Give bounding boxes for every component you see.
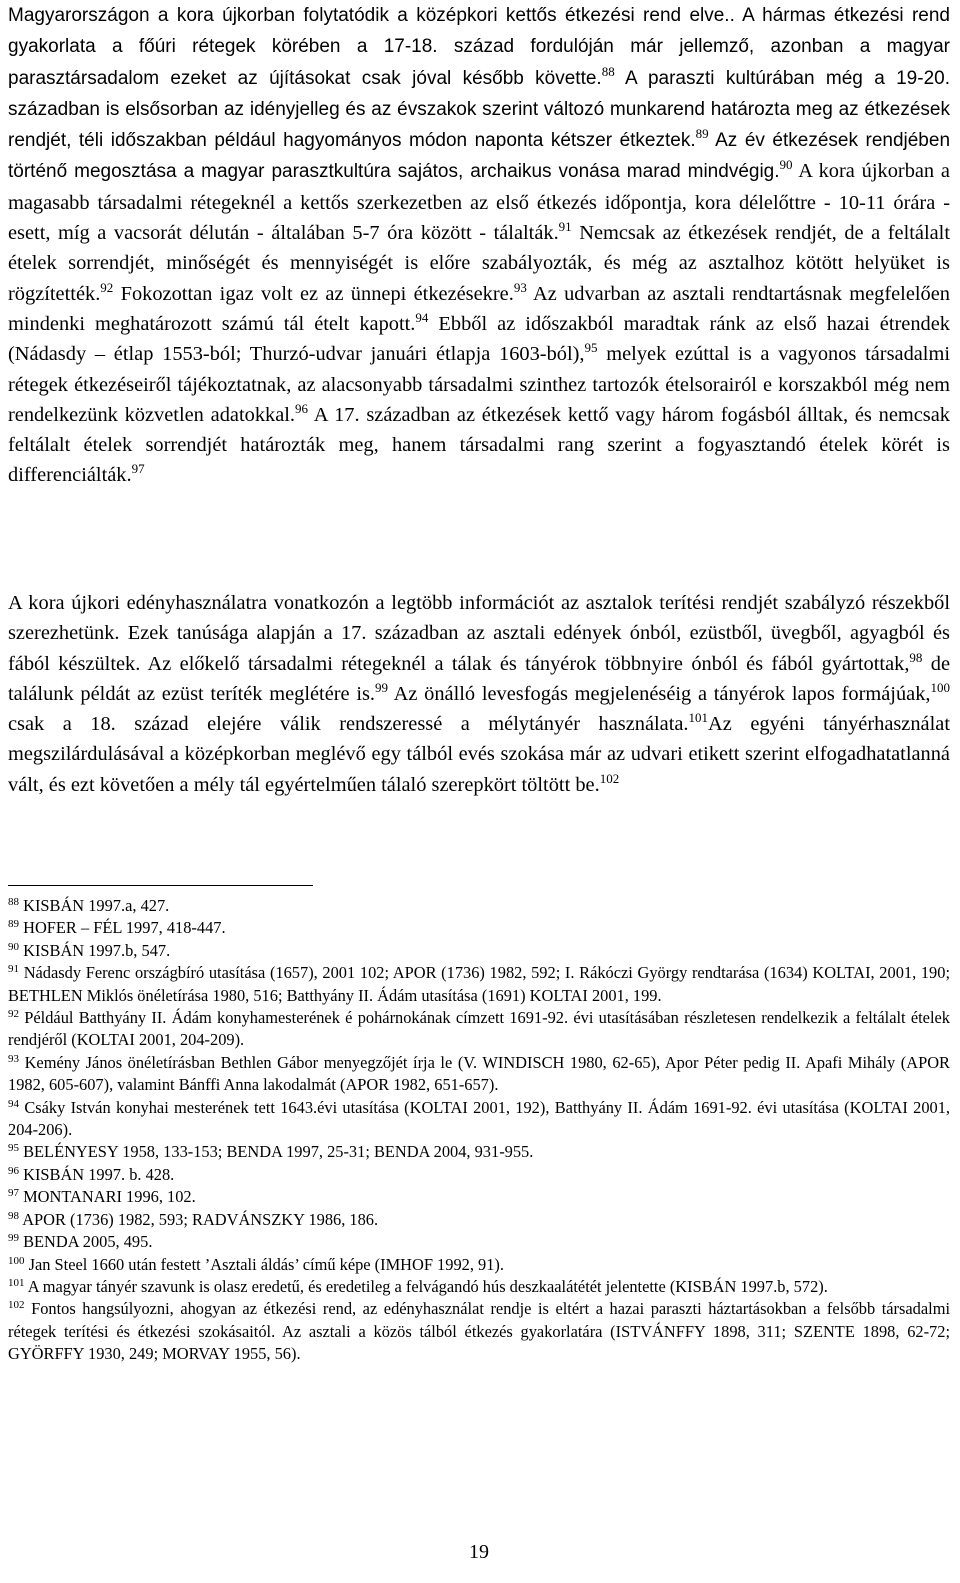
footnote-number: 100 [8,1254,25,1267]
footnote [8,1276,950,1298]
footnote-ref[interactable]: 98 [909,649,923,665]
footnote [8,1254,950,1276]
text-run: Az önálló levesfogás megjelenéséig a tányérok lapos formájúak, [388,682,931,705]
footnote-ref[interactable]: 100 [930,679,950,695]
page-number: 19 [469,1541,489,1563]
footnote-number: 94 [8,1097,19,1110]
footnote [8,1209,950,1231]
footnote-number: 102 [8,1299,25,1312]
footnote [8,917,950,939]
footnote-number: 89 [8,918,19,931]
text-run: Nemcsak az étkezések rendjét, de a feltálalt ételek sorrendjét, minőségét és mennyiségét is előre szabályozták, és még az asztalhoz kötött helyüket is rögzítették. [8,222,950,305]
footnote [8,940,950,962]
footnote-text: Jan Steel 1660 után festett ’Asztali áldás’ című képe (IMHOF 1992, 91). [28,1254,504,1274]
footnote-ref[interactable]: 90 [779,157,793,173]
footnote [8,1231,950,1253]
footnote-text: KISBÁN 1997. b. 428. [23,1164,175,1184]
footnote-ref[interactable]: 97 [131,461,145,477]
footnote-ref[interactable]: 89 [695,126,709,142]
footnote-text: Kemény János önéletírásban Bethlen Gábor menyegzőjét írja le (V. WINDISCH 1980, 62-65), Apor Péter pedig II. Apafi Mihály (APOR 1982, 605-607), valamint Bánffi Anna lakodalmát (APOR 1982, 651-657). [8,1052,950,1095]
footnote-number: 101 [8,1276,25,1289]
footnote-text: A magyar tányér szavunk is olasz eredetű, és eredetileg a felvágandó hús deszkaalátétét jelentette (KISBÁN 1997.b, 572). [27,1276,828,1296]
footnote-text: Fontos hangsúlyozni, ahogyan az étkezési rend, az edényhasználat rendje is eltért a hazai paraszti háztartásokban a felsőbb társadalmi rétegek terítési és étkezési szokásaitól. Az asztali a közös tálból étkezés gyakorlatára (ISTVÁNFFY 1898, 311; SZENTE 1898, 62-72; GYÖRFFY 1930, 249; MORVAY 1955, 56). [8,1299,950,1364]
text-run: A 17. században az étkezések kettő vagy három fogásból álltak, és nemcsak feltálalt ételek sorrendjét határozták meg, hanem társadalmi rang szerint a fogyasztandó ételek körét is differenciálták. [8,403,950,487]
text-run: A paraszti kultúrában még a 19-20. században is elsősorban az idényjelleg és az évszakok szerint változó munkarend határozta meg az étkezések rendjét, téli időszakban például hagyományos módon naponta kétszer étkeztek. [8,67,950,152]
body-paragraph-1 [8,0,950,491]
footnote-text: KISBÁN 1997.a, 427. [23,896,170,915]
footnote-ref[interactable]: 91 [558,219,572,235]
body-paragraph-2 [8,588,950,800]
footnote-text: HOFER – FÉL 1997, 418-447. [23,918,226,938]
footnote-number: 97 [8,1187,19,1200]
text-run: Ebből az időszakból maradtak ránk az első hazai étrendek (Nádasdy – étlap 1553-ból; Thurzó-udvar januári étlapja 1603-ból), [8,312,950,366]
footnote-ref[interactable]: 94 [415,309,429,325]
footnote-ref[interactable]: 101 [688,710,709,726]
text-run: Az egyéni tányérhasználat megszilárdulásával a középkorban meglévő egy tálból evés szokása már az udvari etikett szerint elfogadhatatlanná vált, és ezt követően a mély tál egyértelműen tálaló szerepkört töltött be. [8,713,950,796]
footnote-number: 99 [8,1232,19,1245]
footnote-number: 91 [8,963,19,976]
text-run: de találunk példát az ezüst teríték meglétére is. [8,652,951,705]
footnote [8,1141,950,1163]
text-run: Az év étkezések rendjében történő megosztása a magyar parasztkultúra sajátos, archaikus vonása marad mindvégig. [8,130,951,183]
footnote [8,1164,950,1186]
footnote [8,1298,950,1365]
footnote [8,895,950,917]
footnote-number: 96 [8,1164,19,1177]
footnote-number: 95 [8,1142,19,1155]
footnote-text: BELÉNYESY 1958, 133-153; BENDA 1997, 25-31; BENDA 2004, 931-955. [23,1142,534,1162]
text-run: csak a 18. század elejére válik rendszeressé a mélytányér használata. [8,713,689,736]
footnote-ref[interactable]: 95 [584,340,598,356]
text-run: melyek ezúttal is a vagyonos társadalmi rétegek étkezéseiről tájékoztatnak, az alacsonyabb társadalmi szinthez tartozók ételsorairól e korszakból még nem rendelkezünk közvetlen adatokkal. [8,343,950,426]
footnote-separator [8,885,313,886]
footnote-number: 93 [8,1052,19,1065]
footnote-ref[interactable]: 88 [601,63,615,79]
footnote [8,1052,950,1097]
footnote-text: Csáky István konyhai mesterének tett 1643.évi utasítása (KOLTAI 2001, 192), Batthyány II. Ádám 1691-92. évi utasítása (KOLTAI 2001, 204-206). [8,1097,950,1140]
footnote-ref[interactable]: 93 [513,279,527,295]
footnotes [8,895,950,1366]
text-run: Fokozottan igaz volt ez az ünnepi étkezésekre. [113,282,514,305]
footnote-number: 88 [8,895,19,908]
footnote-number: 90 [8,940,19,953]
text-run: Magyarországon a kora újkorban folytatódik a középkori kettős étkezési rend elve.. A hármas étkezési rend gyakorlata a főúri rétegek körében a 17-18. század fordulóján már jellemző, azonban a magyar parasztársadalom ezeket az újításokat csak jóval később követte. [8,5,950,89]
text-run: Az udvarban az asztali rendtartásnak megfelelően mindenki meghatározott számú tál ételt kapott. [8,282,950,335]
footnote-text: KISBÁN 1997.b, 547. [23,940,171,960]
footnote [8,962,950,1007]
footnote-ref[interactable]: 96 [295,400,309,416]
footnote-number: 92 [8,1007,19,1020]
footnote-ref[interactable]: 102 [599,770,620,786]
footnote-text: Nádasdy Ferenc országbíró utasítása (1657), 2001 102; APOR (1736) 1982, 592; I. Rákóczi György rendtarása (1634) KOLTAI, 2001, 190; BETHLEN Miklós önéletírása 1980, 516; Batthyány II. Ádám utasítása (1691) KOLTAI 2001, 199. [8,963,951,1005]
text-run: A kora újkori edényhasználatra vonatkozón a legtöbb információt az asztalok terítési rendjét szabályzó részekből szerezhetünk. Ezek tanúsága alapján a 17. században az asztali edények ónból, ezüstből, üvegből, agyagból és fából készültek. Az előkelő társadalmi rétegeknél a tálak és tányérok többnyire ónból és fából gyártottak, [8,592,950,675]
footnote-text: MONTANARI 1996, 102. [23,1187,196,1207]
footnote-ref[interactable]: 92 [100,279,114,295]
footnote [8,1097,950,1142]
footnote-text: BENDA 2005, 495. [23,1232,153,1252]
footnote [8,1186,950,1208]
footnote-ref[interactable]: 99 [375,679,389,695]
text-run: A kora újkorban a magasabb társadalmi rétegeknél a kettős szerkezetben az első étkezés időpontja, kora délelőttre - 10-11 órára - esett, míg a vacsorát délután - általában 5-7 óra között - tálalták. [8,160,950,245]
footnote-text: APOR (1736) 1982, 593; RADVÁNSZKY 1986, 186. [22,1209,379,1229]
footnote-number: 98 [8,1209,19,1222]
footnote-text: Például Batthyány II. Ádám konyhamesterének é pohárnokának címzett 1691-92. évi utasításában részletesen rendelkezik a feltálalt ételek rendjéről (KOLTAI 2001, 204-209). [8,1008,950,1050]
footnote [8,1007,950,1052]
